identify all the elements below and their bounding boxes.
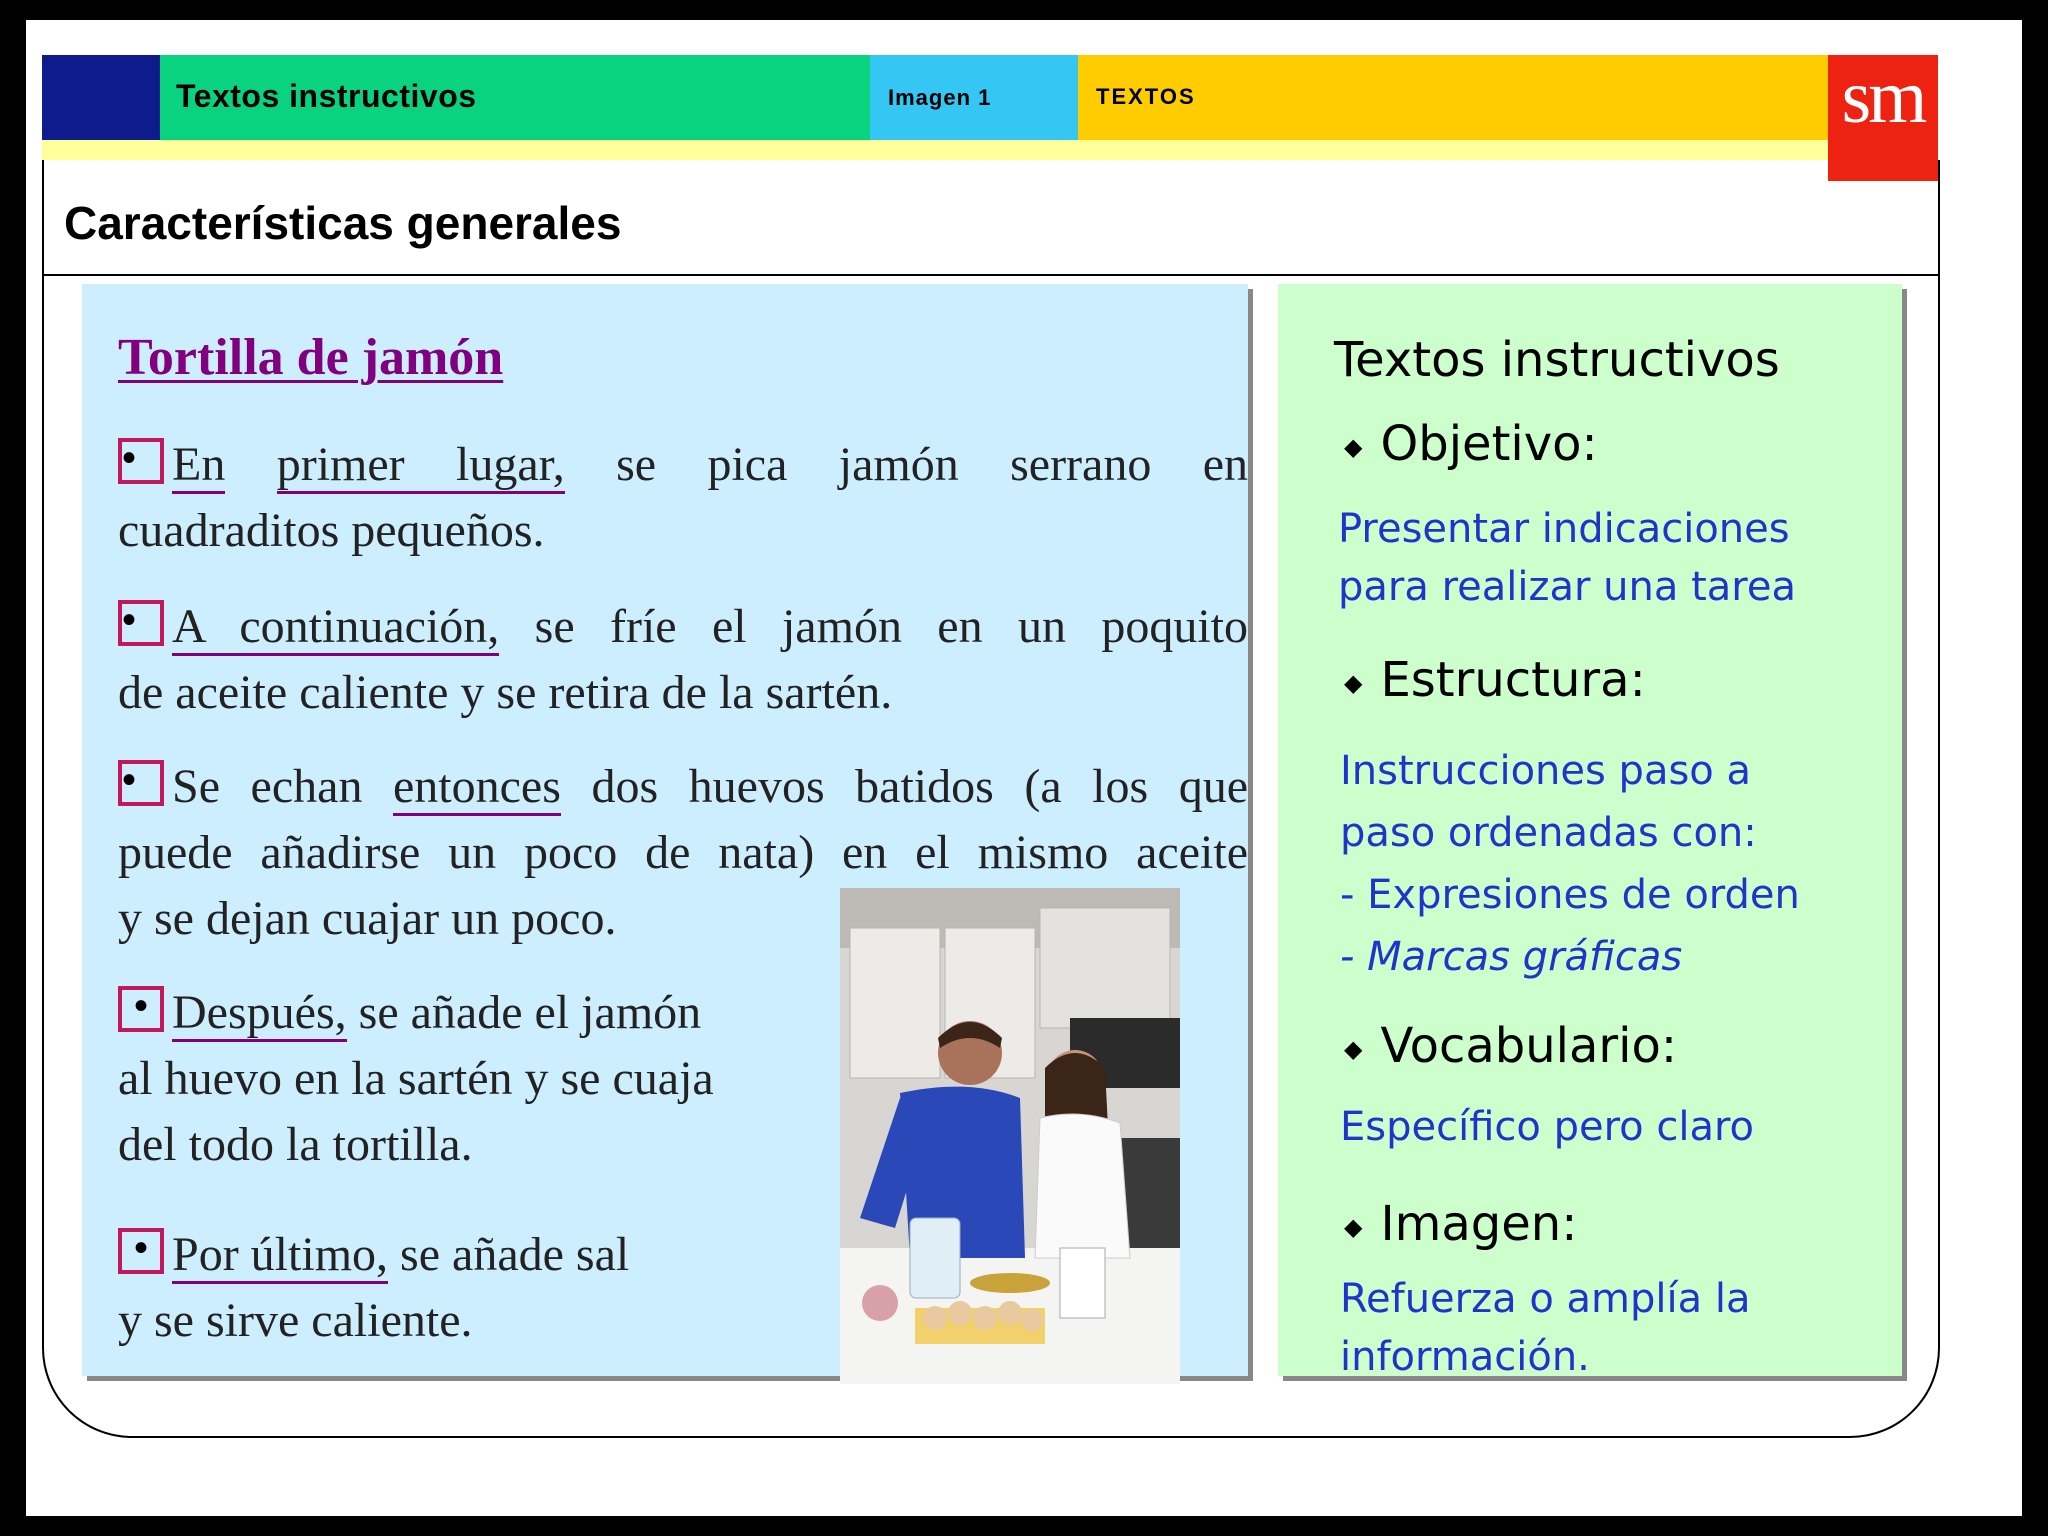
header-section-title: Textos instructivos (176, 78, 477, 114)
summary-heading-vocabulario (1344, 1018, 1677, 1074)
header-image-label: Imagen 1 (888, 85, 992, 110)
step-text: se añade el jamón (358, 986, 702, 1039)
body-line: Instrucciones paso a (1340, 748, 1751, 794)
header-strip (42, 140, 1828, 160)
summary-heading-estructura (1344, 652, 1646, 708)
heading-text: Imagen: (1380, 1196, 1578, 1252)
body-line: Refuerza o amplía la (1340, 1276, 1751, 1322)
heading-text: Vocabulario: (1380, 1018, 1677, 1074)
body-line: - Expresiones de orden (1340, 872, 1800, 918)
step-line (118, 432, 1248, 498)
order-expression: A continuación, (172, 600, 499, 656)
step-marker-box: • (118, 986, 164, 1032)
diamond-bullet-icon: ◆ (1344, 1213, 1363, 1241)
step-marker-box: • (118, 438, 164, 484)
step-text: se añade sal (400, 1228, 630, 1281)
step-line: cuadraditos pequeños. (118, 504, 545, 557)
order-expression: entonces (393, 760, 561, 816)
body-line: información. (1340, 1334, 1590, 1380)
step-line: del todo la tortilla. (118, 1118, 473, 1171)
order-expression: Después, (172, 986, 347, 1042)
step-line: al huevo en la sartén y se cuaja (118, 1052, 714, 1105)
order-expression: En (172, 438, 225, 494)
step-text: se fríe el jamón en un poquito (534, 600, 1248, 653)
step-marker-box: • (118, 600, 164, 646)
recipe-step (118, 980, 714, 1178)
kitchen-photo (840, 888, 1180, 1384)
step-line: de aceite caliente y se retira de la sartén. (118, 666, 893, 719)
summary-body-objetivo (1338, 500, 1796, 616)
order-expression: Por último, (172, 1228, 388, 1284)
step-line: puede añadirse un poco de nata) en el mismo aceite (118, 826, 1248, 879)
heading-text: Objetivo: (1380, 416, 1598, 472)
summary-body-vocabulario (1340, 1098, 1754, 1156)
summary-body-estructura (1340, 740, 1800, 988)
step-line (118, 1222, 629, 1288)
summary-heading-objetivo (1344, 416, 1598, 472)
subtitle-divider (42, 274, 1940, 276)
step-line (118, 754, 1248, 820)
order-expression: primer lugar, (277, 438, 565, 494)
recipe-title: Tortilla de jamón (118, 329, 504, 386)
summary-title: Textos instructivos (1334, 332, 1780, 388)
step-marker-box: • (118, 760, 164, 806)
step-marker-box: • (118, 1228, 164, 1274)
recipe-step (118, 1222, 629, 1354)
body-line: paso ordenadas con: (1340, 810, 1757, 856)
body-line: Presentar indicaciones (1338, 506, 1790, 552)
recipe-step (118, 594, 1248, 726)
page-subtitle: Características generales (64, 197, 622, 249)
recipe-step (118, 432, 1248, 564)
body-line: para realizar una tarea (1338, 564, 1796, 610)
step-text: se pica jamón serrano en (616, 438, 1249, 491)
summary-heading-imagen (1344, 1196, 1577, 1252)
step-text: Se echan (172, 760, 363, 813)
step-line: y se sirve caliente. (118, 1294, 473, 1347)
heading-text: Estructura: (1380, 652, 1646, 708)
step-text: dos huevos batidos (a los que (591, 760, 1249, 813)
summary-body-imagen (1340, 1270, 1750, 1386)
body-line: - Marcas gráficas (1340, 934, 1683, 980)
diamond-bullet-icon: ◆ (1344, 1035, 1363, 1063)
logo-text: sm (1841, 55, 1925, 139)
step-line: y se dejan cuajar un poco. (118, 892, 617, 945)
header-category: TEXTOS (1096, 84, 1196, 109)
step-line (118, 594, 1248, 660)
diamond-bullet-icon: ◆ (1344, 669, 1363, 697)
diamond-bullet-icon: ◆ (1344, 433, 1363, 461)
body-line: Específico pero claro (1340, 1104, 1755, 1150)
step-line (118, 980, 714, 1046)
